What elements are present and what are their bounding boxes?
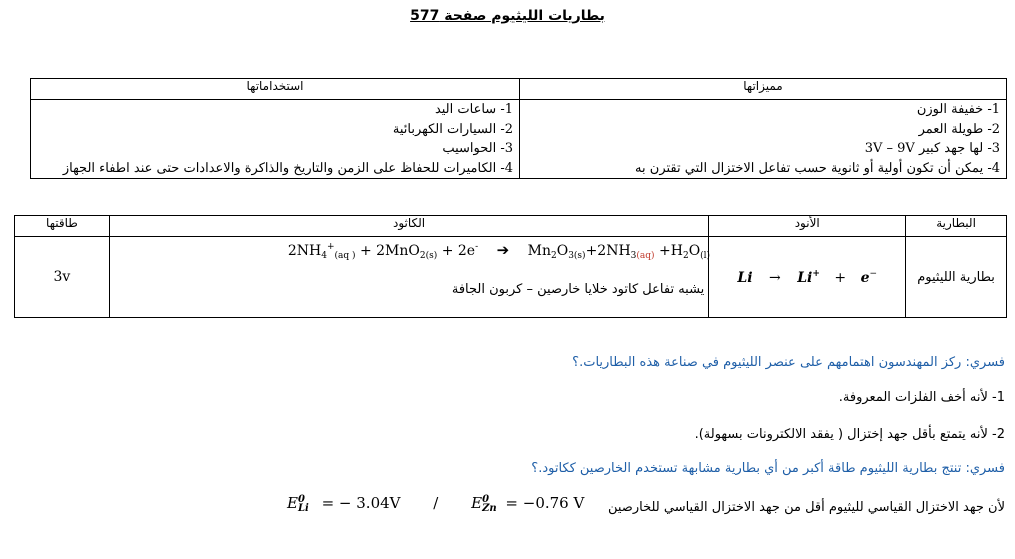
answer-3: لأن جهد الاختزال القياسي لليثيوم أقل من جهد الاختزال القياسي للخارصين (607, 500, 1005, 515)
cathode-cell (109, 237, 711, 318)
cathode-note: يشبه تفاعل كاتود خلايا خارصين – كربون الجافة (451, 282, 705, 297)
reaction-table (14, 215, 1007, 318)
question-2: فسري: تنتج بطارية الليثيوم طاقة أكبر من أي بطارية مشابهة تستخدم الخارصين ككاتود.؟ (531, 461, 1005, 476)
answer-1: 1- لأنه أخف الفلزات المعروفة. (838, 390, 1005, 405)
use-item: 1- ساعات اليد (434, 102, 514, 117)
feature-item: 4- يمكن أن تكون أولية أو ثانوية حسب تفاعل الاختزال التي تقترن به (635, 160, 1000, 176)
battery-name: بطارية الليثيوم (906, 237, 1007, 318)
anode-equation: Li → Li+ + e− (737, 268, 878, 286)
feature-item: 2- طويلة العمر (918, 121, 1000, 137)
use-item: 2- السيارات الكهربائية (392, 121, 514, 137)
potential-equations: E 0 Li = − 3.04V / E 0 Zn = −0.76 V (287, 494, 585, 514)
use-item: 3- الحواسيب (442, 141, 514, 156)
feature-item: 3- لها جهد كبير 3V – 9V (864, 141, 1000, 156)
feature-item: 1- خفيفة الوزن (916, 102, 1000, 117)
uses-cell (31, 100, 520, 179)
energy-header: طاقتها (15, 216, 110, 237)
page-title: بطاريات الليثيوم صفحة 577 (410, 8, 605, 24)
features-uses-table (30, 78, 1007, 179)
battery-header: البطارية (906, 216, 1007, 237)
features-cell (520, 100, 1007, 179)
energy-value: 3v (15, 237, 110, 318)
question-1: فسري: ركز المهندسون اهتمامهم على عنصر الليثيوم في صناعة هذه البطاريات.؟ (572, 355, 1005, 370)
anode-arrow-icon: → (769, 269, 781, 286)
cathode-equation: $2NH_4^+_{(aq )} + 2MnO_{2(s)} + 2e^-$ ➔ $Mn_2O_{3(s)}+2NH_{3(aq)} +H_2O_{(l)}$ (287, 241, 711, 261)
anode-header: الأنود (709, 216, 906, 237)
cathode-header: الكاثود (109, 216, 708, 237)
anode-cell (709, 237, 906, 318)
answer-2: 2- لأنه يتمتع بأقل جهد إختزال ( يفقد الالكترونات بسهولة). (694, 427, 1005, 442)
uses-header: استخداماتها (31, 79, 520, 100)
features-header: مميزاتها (520, 79, 1007, 100)
use-item: 4- الكاميرات للحفاظ على الزمن والتاريخ والذاكرة والاعدادات حتى عند اطفاء الجهاز (62, 160, 514, 176)
reaction-arrow-icon: ➔ (496, 241, 510, 259)
